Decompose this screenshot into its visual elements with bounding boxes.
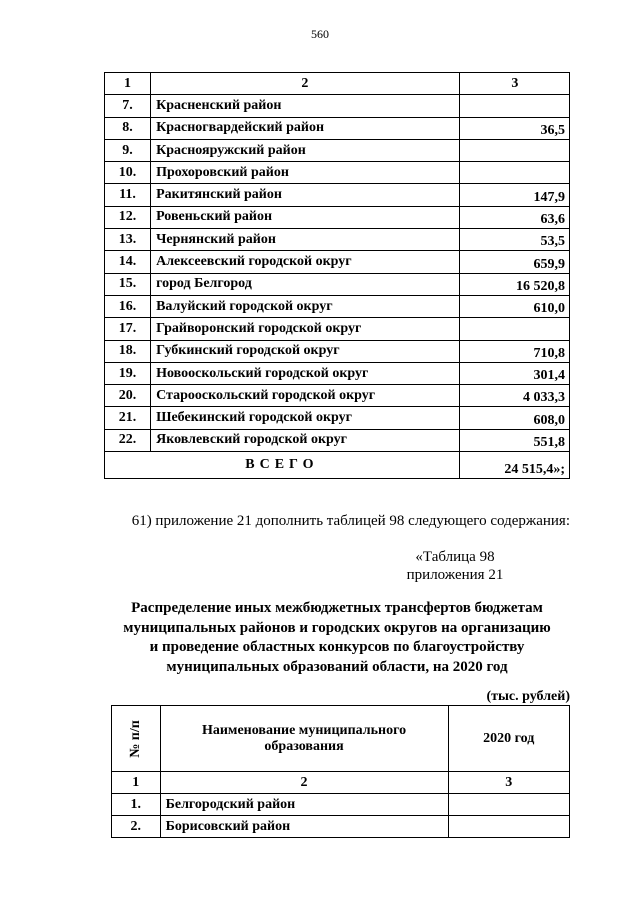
row-number: 1. <box>112 794 161 816</box>
row-value <box>448 816 570 838</box>
table-row <box>105 184 570 206</box>
table-row <box>105 429 570 451</box>
row-number: 16. <box>105 295 151 317</box>
row-value: 710,8 <box>459 340 569 362</box>
row-value: 36,5 <box>459 117 569 139</box>
row-name: Красногвардейский район <box>151 117 460 139</box>
header-number-label: № п/п <box>127 719 143 758</box>
row-number: 10. <box>105 162 151 184</box>
row-number: 21. <box>105 407 151 429</box>
table-row <box>105 162 570 184</box>
row-name: Чернянский район <box>151 229 460 251</box>
row-value: 53,5 <box>459 229 569 251</box>
table-row <box>112 794 570 816</box>
header-col-1: 1 <box>105 73 151 95</box>
row-value <box>459 162 569 184</box>
row-name: Белгородский район <box>160 794 448 816</box>
header-year-col: 2020 год <box>448 706 570 772</box>
header-name-col: Наименование муниципального образования <box>160 706 448 772</box>
total-value: 24 515,4»; <box>459 452 569 479</box>
row-number: 20. <box>105 385 151 407</box>
total-row <box>105 452 570 479</box>
row-number: 17. <box>105 318 151 340</box>
row-name: Ракитянский район <box>151 184 460 206</box>
heading-line: муниципальных районов и городских округов на организацию <box>123 619 551 636</box>
row-name: Шебекинский городской округ <box>151 407 460 429</box>
heading-line: муниципальных образований области, на 2020 год <box>166 658 508 675</box>
row-name: город Белгород <box>151 273 460 295</box>
table-row <box>105 117 570 139</box>
table-caption-title: «Таблица 98 <box>415 549 495 565</box>
table-row <box>105 139 570 161</box>
table-row <box>105 340 570 362</box>
table-header-row <box>112 706 570 772</box>
row-name: Губкинский городской округ <box>151 340 460 362</box>
index-col-1: 1 <box>112 772 161 794</box>
row-value <box>448 794 570 816</box>
header-col-2: 2 <box>151 73 460 95</box>
table-row <box>105 318 570 340</box>
header-number-col <box>112 706 161 772</box>
row-value: 301,4 <box>459 362 569 384</box>
table-row <box>105 385 570 407</box>
heading-line: и проведение областных конкурсов по благоустройству <box>149 639 525 655</box>
table-row <box>105 273 570 295</box>
row-number: 22. <box>105 429 151 451</box>
row-name: Краснояружский район <box>151 139 460 161</box>
row-value: 610,0 <box>459 295 569 317</box>
row-number: 7. <box>105 95 151 117</box>
units-label: (тыс. рублей) <box>486 689 570 704</box>
row-value: 659,9 <box>459 251 569 273</box>
row-value: 608,0 <box>459 407 569 429</box>
table-row <box>105 251 570 273</box>
page-number: 560 <box>311 27 329 41</box>
row-name: Прохоровский район <box>151 162 460 184</box>
row-number: 2. <box>112 816 161 838</box>
row-name: Ровеньский район <box>151 206 460 228</box>
row-name: Новооскольский городской округ <box>151 362 460 384</box>
row-name: Старооскольский городской округ <box>151 385 460 407</box>
table-row <box>105 407 570 429</box>
amendment-text: 61) приложение 21 дополнить таблицей 98 следующего содержания: <box>131 513 570 529</box>
table-row <box>105 295 570 317</box>
header-col-3: 3 <box>459 73 569 95</box>
table-heading <box>104 599 570 677</box>
row-number: 14. <box>105 251 151 273</box>
row-number: 18. <box>105 340 151 362</box>
index-col-3: 3 <box>448 772 570 794</box>
row-value <box>459 95 569 117</box>
index-col-2: 2 <box>160 772 448 794</box>
row-name: Грайворонский городской округ <box>151 318 460 340</box>
row-value: 4 033,3 <box>459 385 569 407</box>
table-row <box>105 362 570 384</box>
row-number: 19. <box>105 362 151 384</box>
row-value <box>459 139 569 161</box>
heading-line: Распределение иных межбюджетных трансфертов бюджетам <box>131 600 543 616</box>
row-number: 8. <box>105 117 151 139</box>
row-number: 13. <box>105 229 151 251</box>
table-index-row <box>112 772 570 794</box>
table-row <box>112 816 570 838</box>
row-number: 12. <box>105 206 151 228</box>
table-row <box>105 229 570 251</box>
row-name: Красненский район <box>151 95 460 117</box>
row-value: 16 520,8 <box>459 273 569 295</box>
table-caption-appendix: приложения 21 <box>406 567 504 583</box>
contest-transfer-table <box>111 705 570 838</box>
districts-transfer-table <box>104 72 570 479</box>
row-number: 9. <box>105 139 151 161</box>
table-row <box>105 95 570 117</box>
row-number: 11. <box>105 184 151 206</box>
row-value: 551,8 <box>459 429 569 451</box>
table-header-row <box>105 73 570 95</box>
table-row <box>105 206 570 228</box>
row-name: Борисовский район <box>160 816 448 838</box>
row-value: 147,9 <box>459 184 569 206</box>
row-value <box>459 318 569 340</box>
row-number: 15. <box>105 273 151 295</box>
total-label: ВСЕГО <box>105 452 460 479</box>
row-value: 63,6 <box>459 206 569 228</box>
row-name: Яковлевский городской округ <box>151 429 460 451</box>
row-name: Валуйский городской округ <box>151 295 460 317</box>
row-name: Алексеевский городской округ <box>151 251 460 273</box>
